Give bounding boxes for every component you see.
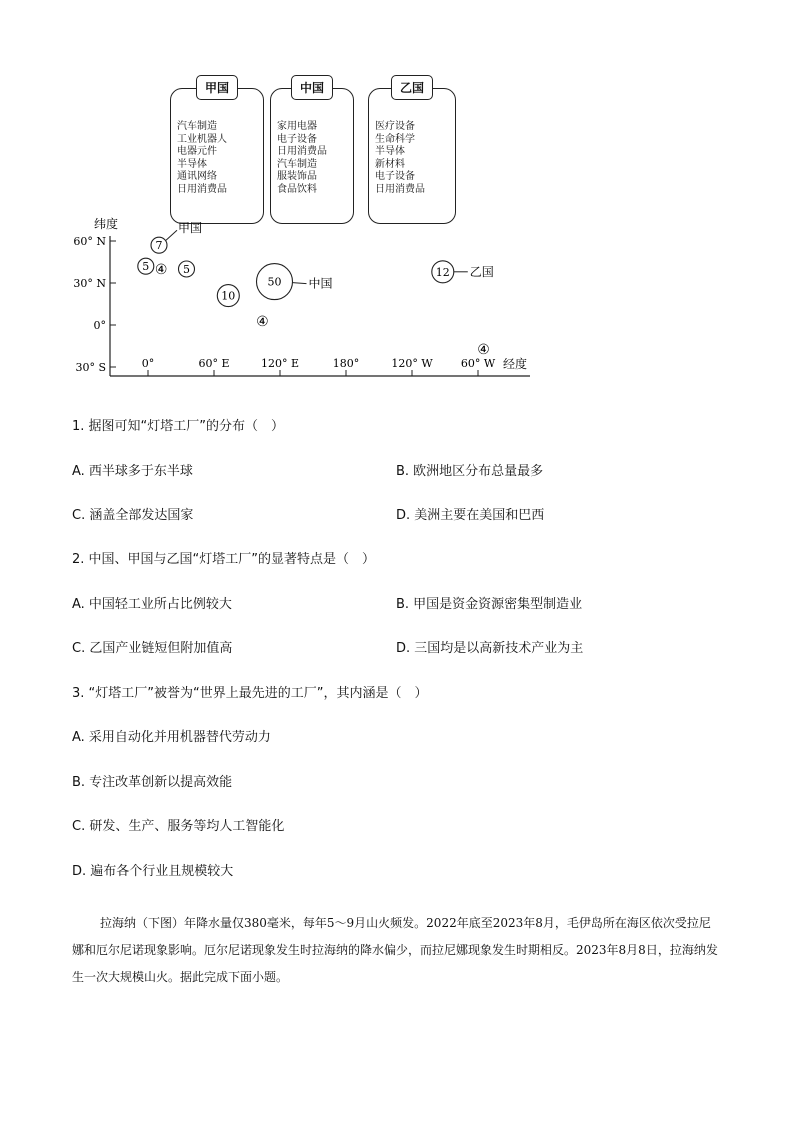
- passage: 拉海纳（下图）年降水量仅380毫米，每年5～9月山火频发。2022年底至2023年8月，毛伊岛所在海区依次受拉尼娜和厄尔尼诺现象影响。厄尔尼诺现象发生时拉海纳的降水偏少，而拉尼娜现象发生时期相反。2023年8月8日，拉海纳发生一次大规模山火。据此完成下面小题。: [72, 916, 718, 984]
- q1-option-d[interactable]: D. 美洲主要在美国和巴西: [396, 508, 545, 523]
- data-point-label: 5: [183, 263, 190, 276]
- x-tick-label: 60° E: [198, 357, 230, 370]
- card-items: 汽车制造 工业机器人 电器元件 半导体 通讯网络 日用消费品: [177, 121, 227, 195]
- q3-option-c[interactable]: C. 研发、生产、服务等均人工智能化: [72, 819, 285, 834]
- q2-option-d[interactable]: D. 三国均是以高新技术产业为主: [396, 641, 584, 656]
- data-point-label: 5: [142, 260, 150, 274]
- callout-label-yi: 乙国: [469, 264, 494, 279]
- data-point-label: ④: [154, 262, 168, 278]
- card-items: 家用电器 电子设备 日用消费品 汽车制造 服装饰品 食品饮料: [277, 121, 327, 195]
- x-axis-label: 经度: [503, 357, 528, 371]
- card-title: 乙国: [391, 75, 433, 100]
- q2-option-a[interactable]: A. 中国轻工业所占比例较大: [72, 597, 232, 612]
- figure: [60, 60, 580, 390]
- data-point-label: 7: [155, 239, 163, 253]
- callout-line: [293, 283, 307, 284]
- y-tick-label: 30° S: [75, 361, 106, 374]
- q1-option-c[interactable]: C. 涵盖全部发达国家: [72, 508, 194, 523]
- data-point-label: 12: [435, 265, 450, 279]
- card-title: 甲国: [196, 75, 238, 100]
- x-tick-label: 0°: [141, 357, 155, 370]
- question-2-stem: 2. 中国、甲国与乙国“灯塔工厂”的显著特点是（ ）: [72, 552, 376, 567]
- data-point-label: 10: [221, 289, 236, 303]
- x-tick-label: 120° W: [391, 357, 433, 370]
- y-tick-label: 30° N: [73, 277, 106, 290]
- x-tick-label: 120° E: [260, 357, 300, 370]
- x-tick-label: 180°: [332, 357, 360, 370]
- callout-line: [166, 230, 177, 240]
- q1-option-a[interactable]: A. 西半球多于东半球: [72, 464, 193, 479]
- x-tick-label: 60° W: [460, 357, 496, 370]
- q3-option-d[interactable]: D. 遍布各个行业且规模较大: [72, 864, 234, 879]
- q3-option-a[interactable]: A. 采用自动化并用机器替代劳动力: [72, 730, 271, 745]
- data-point-label: ④: [477, 341, 490, 358]
- q2-option-b[interactable]: B. 甲国是资金资源密集型制造业: [396, 597, 583, 612]
- y-axis-label: 纬度: [94, 217, 119, 231]
- y-tick-label: 0°: [93, 319, 106, 332]
- bubble-chart: [60, 60, 580, 390]
- q2-option-c[interactable]: C. 乙国产业链短但附加值高: [72, 641, 233, 656]
- callout-label-zhong: 中国: [308, 276, 333, 291]
- q3-option-b[interactable]: B. 专注改革创新以提高效能: [72, 775, 233, 790]
- card-title: 中国: [291, 75, 333, 100]
- question-1-stem: 1. 据图可知“灯塔工厂”的分布（ ）: [72, 419, 285, 434]
- data-point-label: 50: [267, 275, 282, 289]
- card-items: 医疗设备 生命科学 半导体 新材料 电子设备 日用消费品: [375, 121, 425, 195]
- q1-option-b[interactable]: B. 欧洲地区分布总量最多: [396, 464, 544, 479]
- callout-label-jia: 甲国: [178, 221, 203, 236]
- data-point-label: ④: [256, 313, 269, 330]
- question-3-stem: 3. “灯塔工厂”被誉为“世界上最先进的工厂”，其内涵是（ ）: [72, 686, 428, 701]
- y-tick-label: 60° N: [73, 235, 106, 248]
